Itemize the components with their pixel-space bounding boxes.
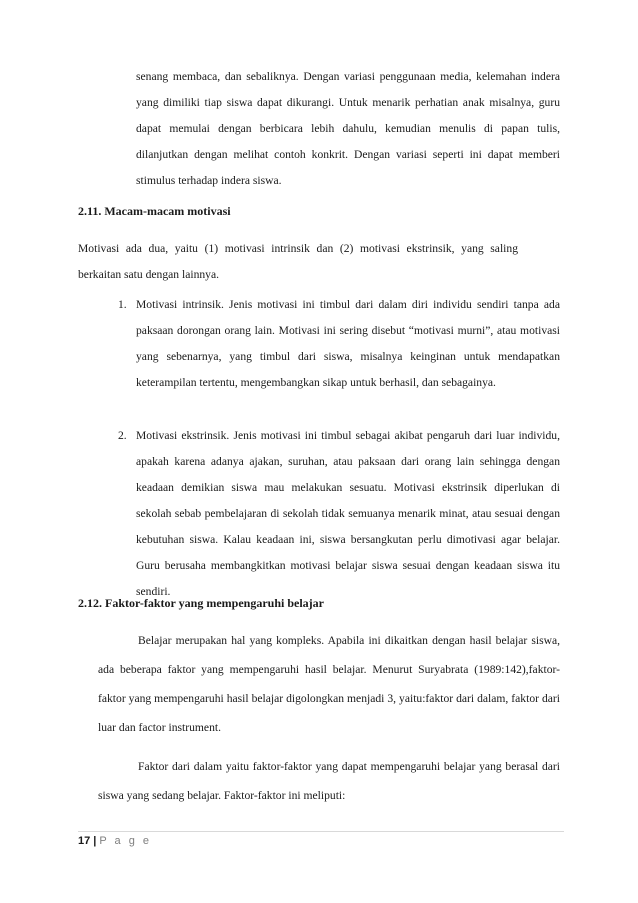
list-item-number: 1. [118,298,127,311]
section-2-12-paragraph-1: Belajar merupakan hal yang kompleks. Apabila ini dikaitkan dengan hasil belajar siswa, ada beberapa faktor yang mempengaruhi hasil belajar. Menurut Suryabrata (1989:142),faktor-faktor yang mempengaruhi hasil belajar digolongkan menjadi 3, yaitu:faktor dari dalam, faktor dari luar dan factor instrument. [98,634,560,734]
section-heading-2-11: 2.11. Macam-macam motivasi [78,204,231,218]
list-item-number: 2. [118,429,127,442]
section-2-11-intro: Motivasi ada dua, yaitu (1) motivasi intrinsik dan (2) motivasi ekstrinsik, yang saling berkaitan satu dengan lainnya. [78,242,518,281]
section-2-12-paragraph-2: Faktor dari dalam yaitu faktor-faktor yang dapat mempengaruhi belajar yang berasal dari siswa yang sedang belajar. Faktor-faktor ini meliputi: [98,760,560,802]
page-footer [78,835,152,847]
footer-divider [78,831,564,832]
section-heading-2-12: 2.12. Faktor-faktor yang mempengaruhi belajar [78,596,324,610]
page-number: 17 [78,835,91,847]
list-item-text: Motivasi intrinsik. Jenis motivasi ini timbul dari dalam diri individu sendiri tanpa ada paksaan dorongan orang lain. Motivasi ini sering disebut “motivasi murni”, atau motivasi yang sebenarnya, yang timbul dari siswa, misalnya keinginan untuk mendapatkan keterampilan tertentu, mengembangkan sikap untuk berhasil, dan sebagainya. [136,298,560,389]
footer-separator: | [93,835,97,847]
page-label: P a g e [99,835,152,847]
intro-paragraph: senang membaca, dan sebaliknya. Dengan variasi penggunaan media, kelemahan indera yang dimiliki tiap siswa dapat dikurangi. Untuk menarik perhatian anak misalnya, guru dapat memulai dengan berbicara lebih dahulu, kemudian menulis di papan tulis, dilanjutkan dengan melihat contoh konkrit. Dengan variasi seperti ini dapat memberi stimulus terhadap indera siswa. [136,70,560,187]
list-item-text: Motivasi ekstrinsik. Jenis motivasi ini timbul sebagai akibat pengaruh dari luar individu, apakah karena adanya ajakan, suruhan, atau paksaan dari orang lain sehingga dengan keadaan demikian siswa mau melakukan sesuatu. Motivasi ekstrinsik diperlukan di sekolah sebab pembelajaran di sekolah tidak semuanya menarik minat, atau sesuai dengan kebutuhan siswa. Kalau keadaan ini, siswa bersangkutan perlu dimotivasi agar belajar. Guru berusaha membangkitkan motivasi belajar siswa sesuai dengan keadaan siswa itu sendiri. [136,429,560,598]
